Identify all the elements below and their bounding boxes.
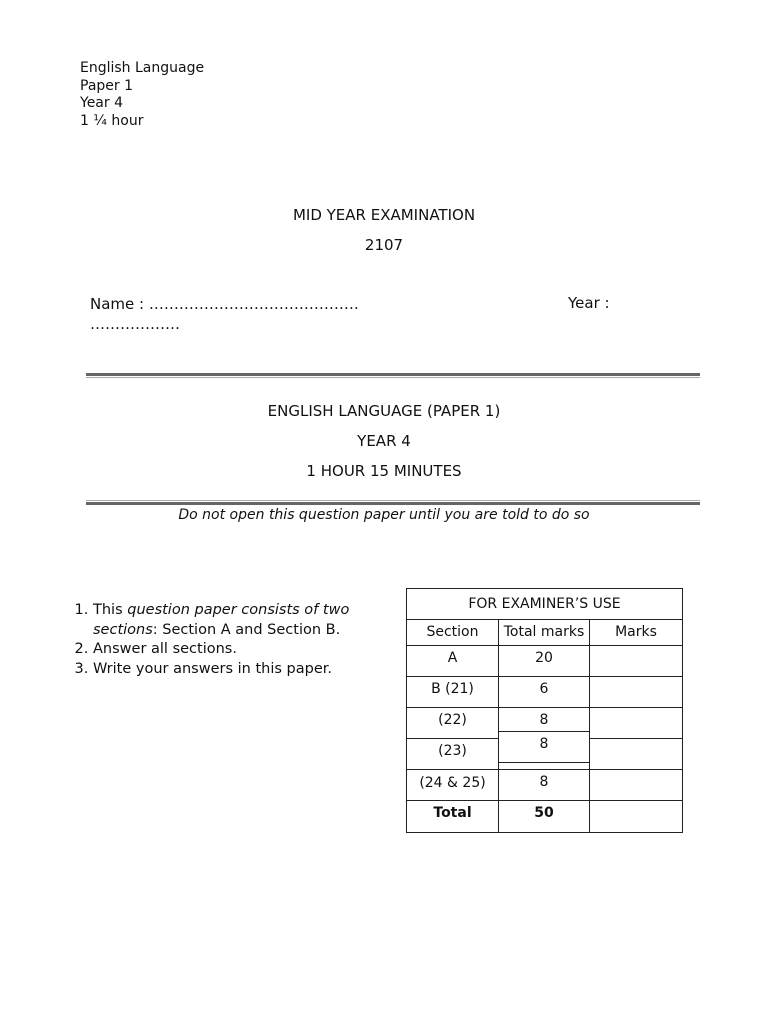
duration-label: 1 ¼ hour <box>80 112 144 129</box>
exam-year-code: 2107 <box>364 236 404 254</box>
row-section: B (21) <box>406 676 499 708</box>
header-total-marks: Total marks <box>498 619 590 646</box>
instruction-item: 2. Answer all sections. <box>93 640 366 660</box>
header-section: Section <box>406 619 499 646</box>
examiner-table <box>406 588 683 833</box>
row-section: (23) <box>406 738 499 770</box>
exam-title: MID YEAR EXAMINATION <box>292 206 476 224</box>
total-marks-input[interactable] <box>589 800 683 833</box>
examiner-table-title: FOR EXAMINER’S USE <box>406 588 683 620</box>
paper-line-3: 1 HOUR 15 MINUTES <box>306 462 462 480</box>
total-label: Total <box>406 800 499 833</box>
row-section: (22) <box>406 707 499 739</box>
header-marks: Marks <box>589 619 683 646</box>
paper-line-2: YEAR 4 <box>357 432 411 450</box>
name-field[interactable] <box>90 294 650 334</box>
instructions <box>76 601 366 679</box>
divider-top <box>86 373 700 376</box>
row-total: 8 <box>498 769 590 801</box>
divider-bottom-shadow <box>86 500 700 501</box>
notice-text: Do not open this question paper until you are told to do so <box>178 507 590 523</box>
instruction-item: 1. This question paper consists of two sections: Section A and Section B. <box>93 601 366 640</box>
header-info <box>80 60 204 130</box>
paper-label: Paper 1 <box>80 77 134 94</box>
divider-top-shadow <box>86 377 700 378</box>
row-total: 20 <box>498 645 590 677</box>
name-field-label: Name : …………………………………… <box>90 295 359 313</box>
row-marks-input[interactable] <box>589 738 683 770</box>
row-total: 8 <box>498 731 590 763</box>
row-total: 8 <box>498 707 590 732</box>
row-section: (24 & 25) <box>406 769 499 801</box>
total-value: 50 <box>498 800 590 833</box>
row-marks-input[interactable] <box>589 707 683 739</box>
year-field-label: Year : <box>568 294 610 312</box>
subject-label: English Language <box>80 60 205 76</box>
row-marks-input[interactable] <box>589 645 683 677</box>
instruction-item: 3. Write your answers in this paper. <box>93 660 366 680</box>
row-marks-input[interactable] <box>589 769 683 801</box>
year-label: Year 4 <box>80 95 123 111</box>
row-section: A <box>406 645 499 677</box>
paper-line-1: ENGLISH LANGUAGE (PAPER 1) <box>267 402 501 420</box>
year-field-dots: ……………… <box>90 315 180 333</box>
divider-bottom <box>86 502 700 505</box>
row-total: 6 <box>498 676 590 708</box>
row-marks-input[interactable] <box>589 676 683 708</box>
